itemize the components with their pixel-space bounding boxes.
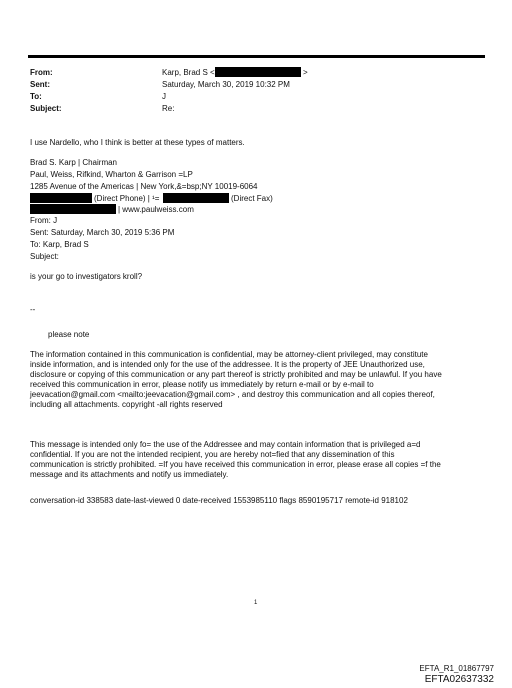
sent-label: Sent: — [30, 80, 50, 89]
notice-line: communication is strictly prohibited. =If you have received this communication in error, please erase all copies =f the — [30, 460, 441, 469]
reply-text: I use Nardello, who I think is better at these types of matters. — [30, 138, 245, 147]
disclaimer-line: disclosure or copying of this communication or any part thereof is strictly prohibited and may be unlawful. If you have — [30, 370, 442, 379]
quoted-body: is your go to investigators kroll? — [30, 272, 143, 281]
disclaimer-paragraph — [30, 350, 485, 410]
redaction-email — [30, 204, 116, 214]
notice-paragraph — [30, 440, 485, 480]
notice-line: message and its attachments and notify us immediately. — [30, 470, 229, 479]
disclaimer-line: including all attachments. copyright -all rights reserved — [30, 400, 223, 409]
notice-line: confidential. If you are not the intended recipient, you are hereby not=fied that any dissemination of this — [30, 450, 395, 459]
quoted-subject: Subject: — [30, 252, 59, 261]
signature-name: Brad S. Karp | Chairman — [30, 158, 118, 167]
redaction-fax — [163, 193, 229, 203]
disclaimer-line: The information contained in this communication is confidential, may be attorney-client privileged, may constitute — [30, 350, 428, 359]
quoted-from: From: J — [30, 216, 58, 225]
header-rule — [28, 55, 485, 58]
redaction-phone — [30, 193, 92, 203]
to-label: To: — [30, 92, 42, 101]
signature-direct-phone: (Direct Phone) | ¹= — [94, 194, 160, 203]
separator: -- — [30, 305, 36, 314]
notice-line: This message is intended only fo= the use of the Addressee and may contain information that is privileged a=d — [30, 440, 421, 449]
signature-address: 1285 Avenue of the Americas | New York,&=bsp;NY 10019-6064 — [30, 182, 258, 191]
sent-value: Saturday, March 30, 2019 10:32 PM — [162, 80, 290, 89]
from-value-end: > — [303, 68, 308, 77]
subject-label: Subject: — [30, 104, 62, 113]
redaction-from-email — [215, 67, 301, 77]
from-label: From: — [30, 68, 53, 77]
footer-id-1: EFTA_R1_01867797 — [419, 664, 494, 673]
quoted-to: To: Karp, Brad S — [30, 240, 89, 249]
page-number: 1 — [254, 600, 258, 606]
signature-direct-fax: (Direct Fax) — [231, 194, 273, 203]
subject-value: Re: — [162, 104, 175, 113]
signature-web: | www.paulweiss.com — [118, 205, 194, 214]
metadata-line: conversation-id 338583 date-last-viewed 0 date-received 1553985110 flags 8590195717 remote-id 918102 — [30, 496, 408, 505]
to-value: J — [162, 92, 166, 101]
signature-firm: Paul, Weiss, Rifkind, Wharton & Garrison =LP — [30, 170, 193, 179]
please-note: please note — [48, 330, 90, 339]
quoted-sent: Sent: Saturday, March 30, 2019 5:36 PM — [30, 228, 175, 237]
disclaimer-line: jeevacation@gmail.com <mailto:jeevacation@gmail.com> , and destroy this communication and all copies thereof, — [30, 390, 435, 399]
disclaimer-line: received this communication in error, please notify us immediately by return e-mail or by e-mail to — [30, 380, 374, 389]
disclaimer-line: inside information, and is intended only for the use of the addressee. It is the property of JEE Unauthorized use, — [30, 360, 425, 369]
footer-id-2: EFTA02637332 — [424, 674, 494, 685]
from-value: Karp, Brad S < — [162, 68, 215, 77]
